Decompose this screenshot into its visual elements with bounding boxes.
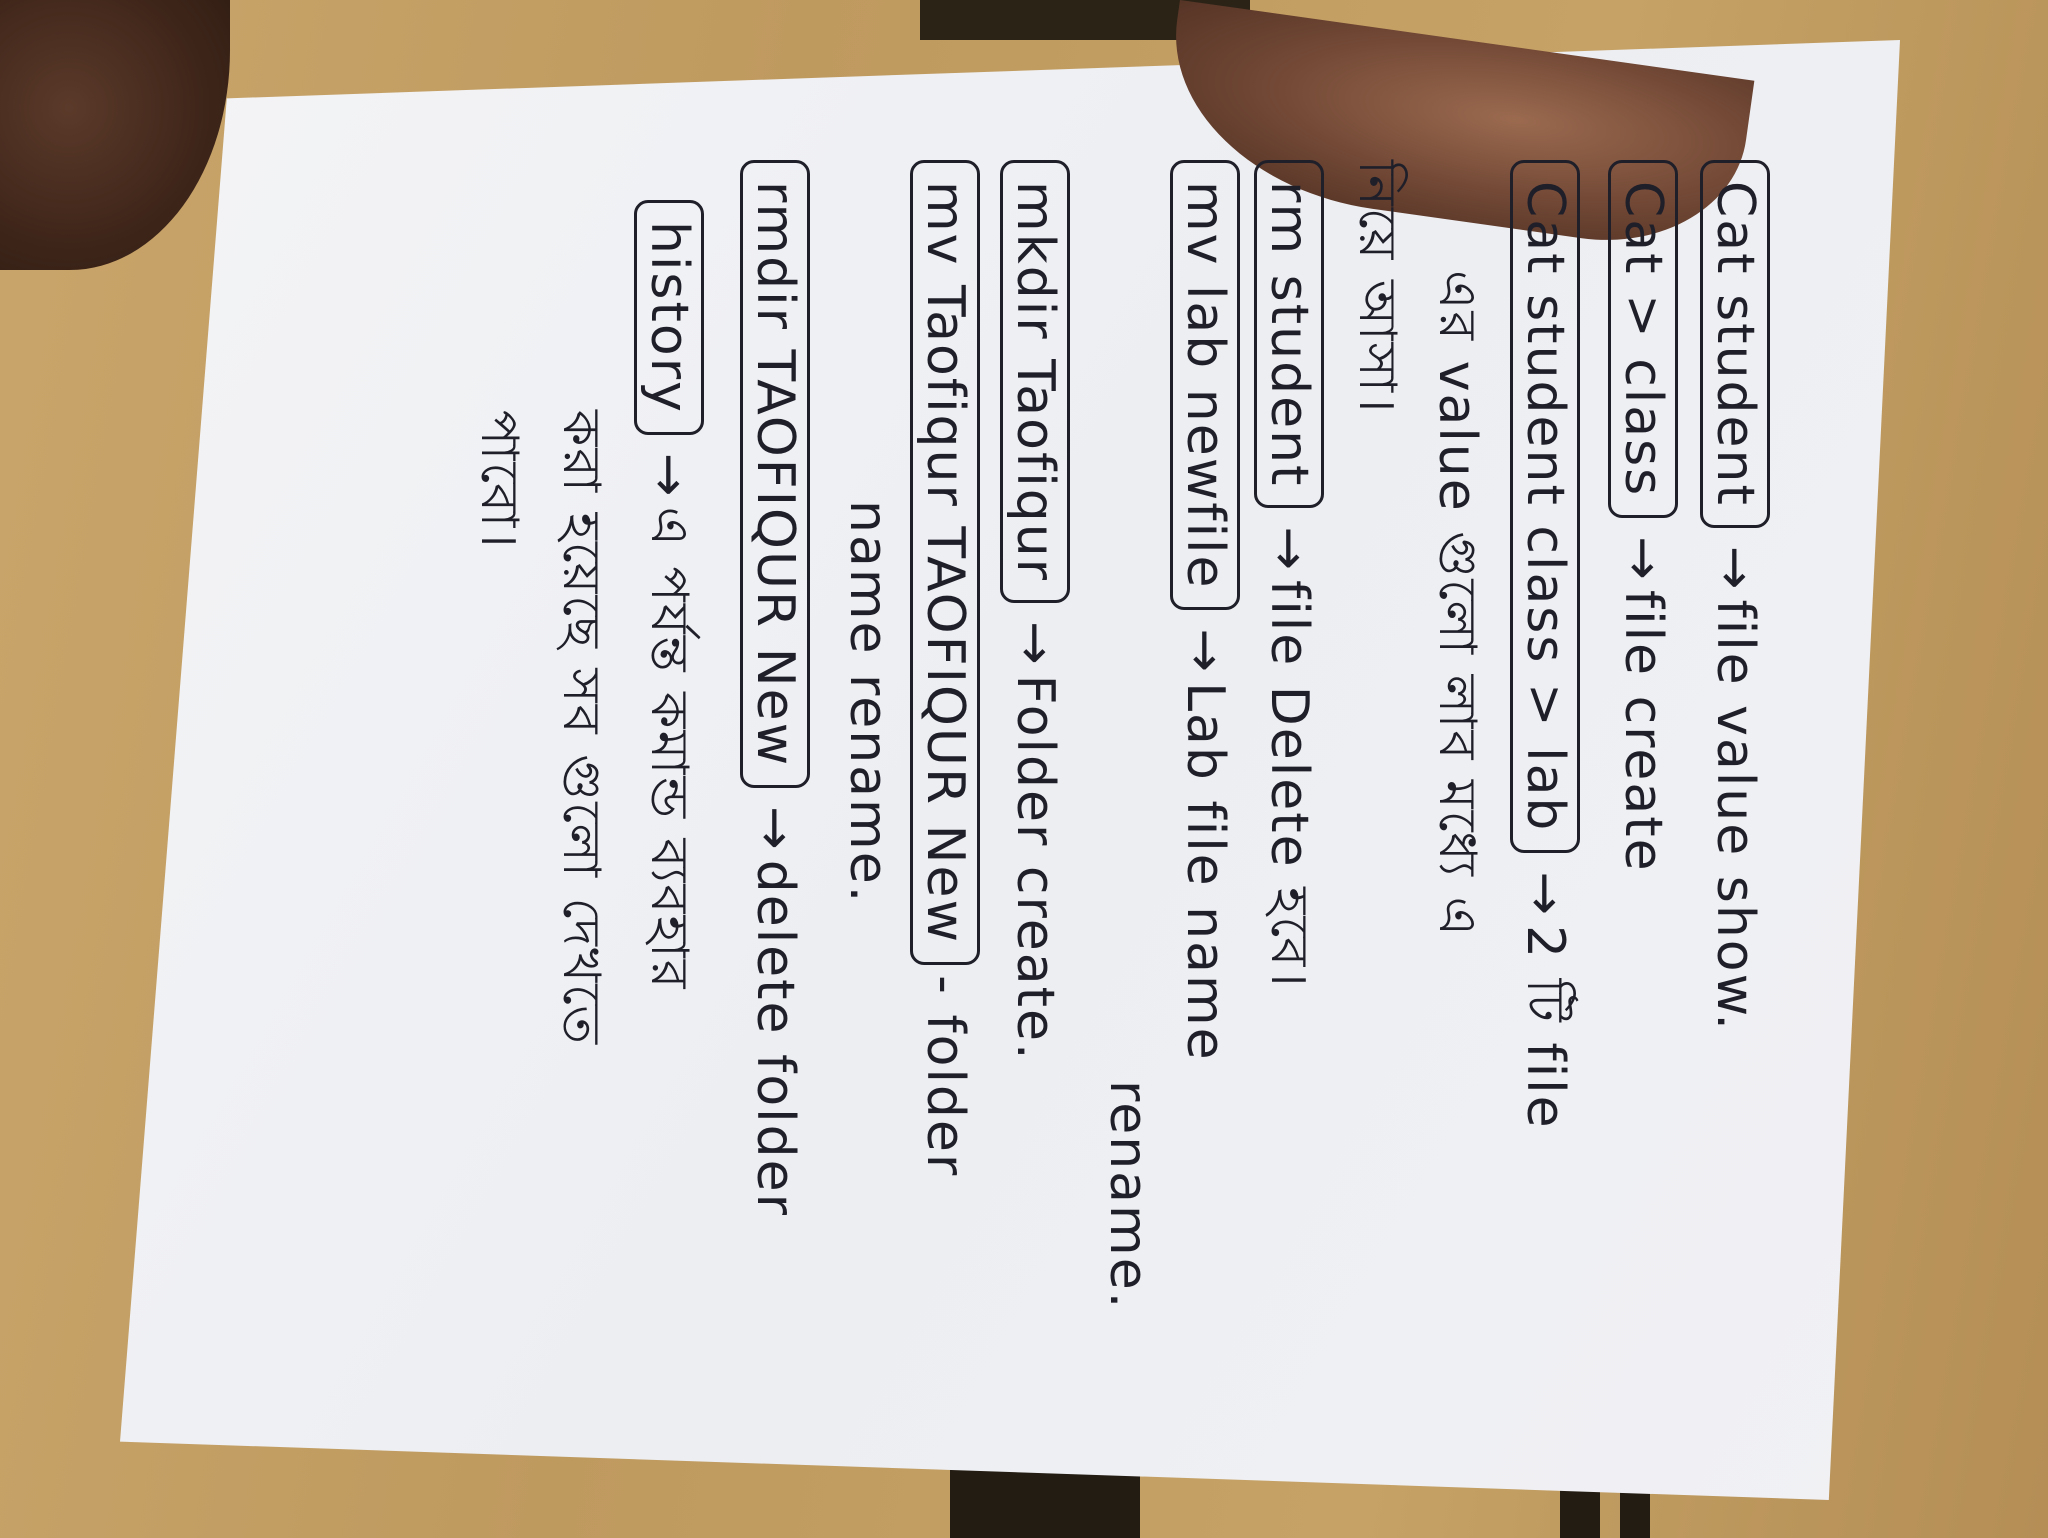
note-line-8 xyxy=(1098,160,1158,1310)
command-box: Cat student xyxy=(1700,160,1770,528)
handwritten-note xyxy=(0,160,1770,1538)
command-box: Cat > class xyxy=(1608,160,1678,518)
note-line-3 xyxy=(1499,160,1586,1130)
note-text: 2 টি file xyxy=(1515,925,1575,1130)
command-box: rmdir TAOFIQUR New xyxy=(740,160,810,788)
note-line-2 xyxy=(1608,160,1678,873)
command-box: Cat student class > lab xyxy=(1510,160,1580,853)
note-text: file create xyxy=(1613,589,1673,873)
note-text: file value show. xyxy=(1705,599,1765,1032)
note-line-14 xyxy=(535,160,622,1046)
command-box: mv lab newfile xyxy=(1170,160,1240,610)
command-box: mv Taofiqur TAOFIQUR New xyxy=(910,160,980,965)
note-line-5 xyxy=(1331,160,1418,415)
arrow: → xyxy=(639,452,699,499)
arrow: → xyxy=(1613,536,1673,582)
note-line-7 xyxy=(1170,160,1240,1062)
note-text: delete folder xyxy=(745,859,805,1217)
note-text: file Delete হবে। xyxy=(1259,580,1319,989)
note-text: - folder xyxy=(915,975,975,1178)
note-text: rename. xyxy=(1098,1080,1158,1311)
note-line-6 xyxy=(1243,160,1330,989)
note-text: পাবো। xyxy=(469,410,529,550)
note-text: Folder create. xyxy=(1005,674,1065,1062)
note-line-9 xyxy=(1000,160,1070,1061)
arrow: → xyxy=(1175,628,1235,675)
arrow: → xyxy=(745,806,805,852)
note-line-15 xyxy=(453,160,540,550)
note-line-11 xyxy=(838,160,898,904)
note-line-4 xyxy=(1411,160,1498,938)
arrow: → xyxy=(1005,621,1065,667)
note-text: নিয়ে আসা। xyxy=(1347,160,1407,415)
arrow: → xyxy=(1259,526,1319,573)
note-text: করা হয়েছে সব গুলো দেখতে xyxy=(551,410,611,1047)
note-line-10 xyxy=(910,160,980,1177)
note-line-13 xyxy=(623,160,710,991)
note-text: এ পর্যন্ত কমান্ড ব্যবহার xyxy=(639,506,699,991)
arrow: → xyxy=(1515,871,1575,918)
command-box: mkdir Taofiqur xyxy=(1000,160,1070,603)
note-text: Lab file name xyxy=(1175,682,1235,1062)
note-text: name rename. xyxy=(838,500,898,905)
note-text: এর value গুলো লাব মধ্যে এ xyxy=(1427,270,1487,938)
note-line-12 xyxy=(740,160,810,1217)
command-box: rm student xyxy=(1254,160,1324,508)
note-line-1 xyxy=(1700,160,1770,1032)
command-box: history xyxy=(634,200,704,435)
arrow: → xyxy=(1705,545,1765,592)
